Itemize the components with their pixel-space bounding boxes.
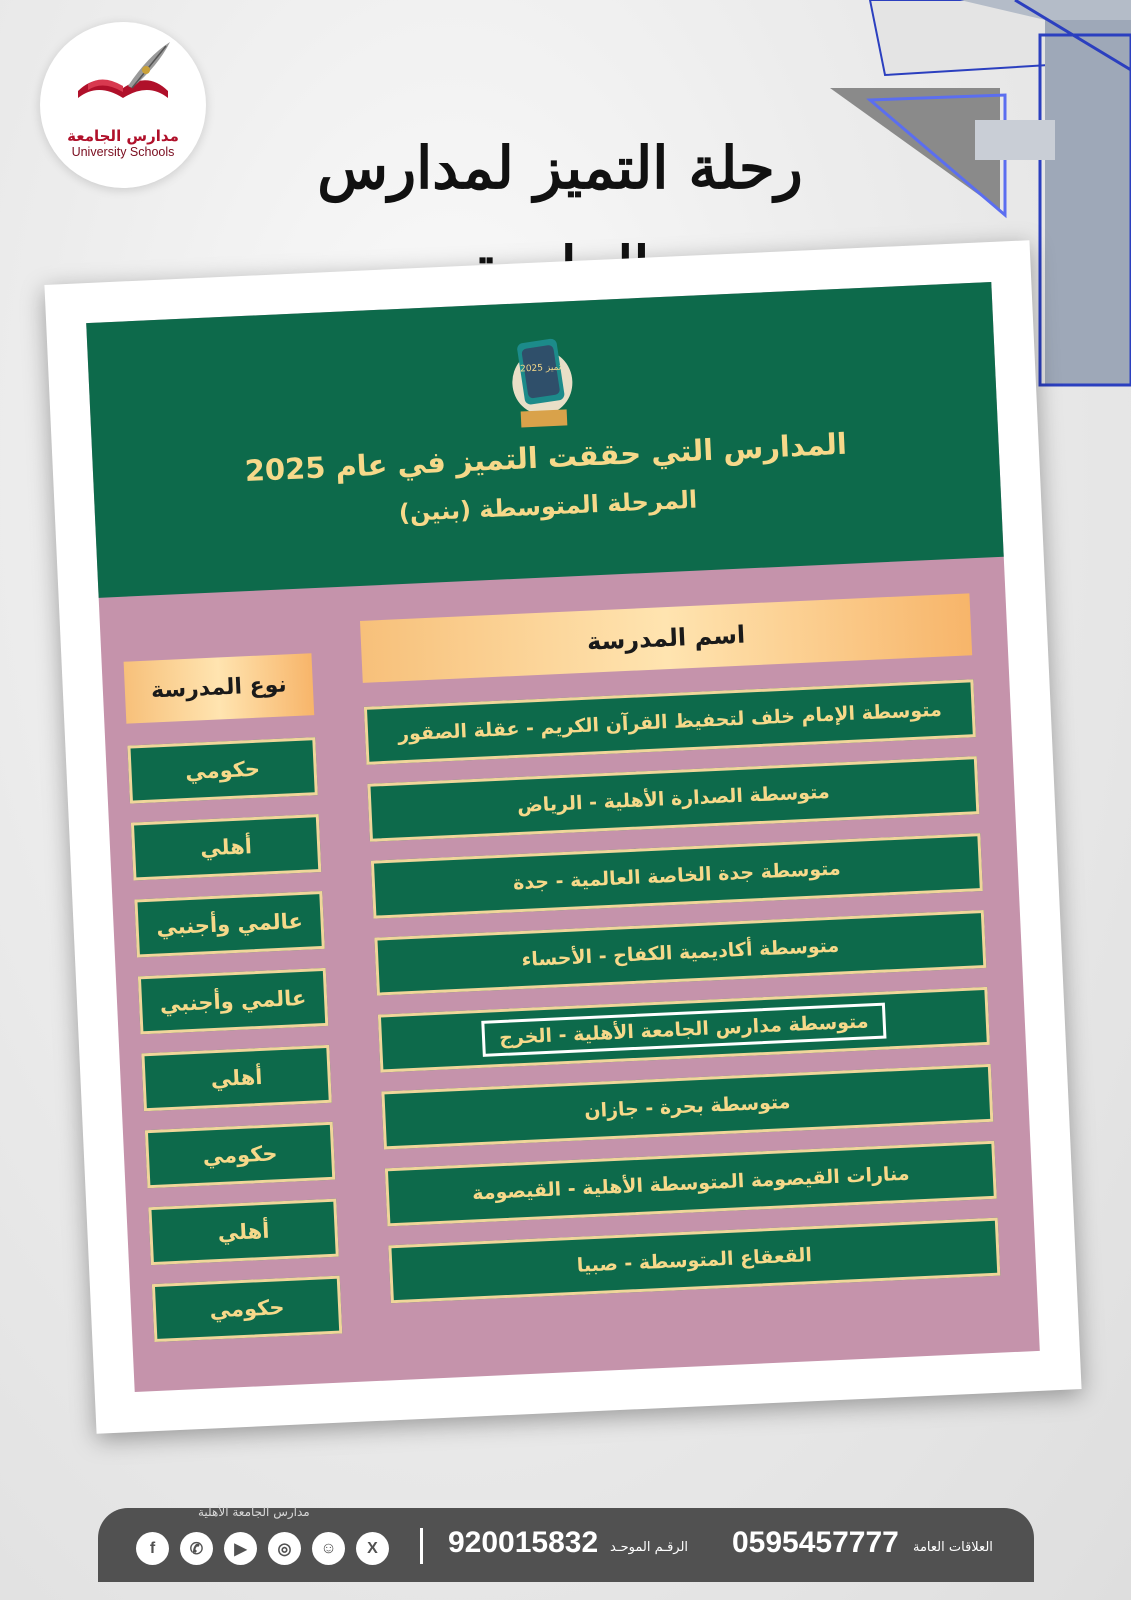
public-relations-label: العلاقات العامة xyxy=(913,1540,993,1555)
excellence-poster xyxy=(86,282,1040,1392)
school-name-cell: متوسطة الإمام خلف لتحفيظ القرآن الكريم - عقلة الصقور xyxy=(364,679,976,765)
footer-brand: مدارس الجامعة الأهلية xyxy=(198,1505,310,1519)
instagram-icon[interactable]: ◎ xyxy=(268,1532,301,1565)
school-name-cell: متوسطة أكاديمية الكفاح - الأحساء xyxy=(374,910,986,996)
logo-english-name: University Schools xyxy=(71,145,175,159)
school-type-cell: حكومي xyxy=(152,1276,342,1342)
youtube-icon[interactable]: ▶ xyxy=(224,1532,257,1565)
school-logo xyxy=(40,22,206,188)
unified-number[interactable]: 920015832 xyxy=(448,1526,599,1559)
school-type-cell: حكومي xyxy=(145,1122,335,1188)
school-type-cell: حكومي xyxy=(127,737,317,803)
column-header-school-name: اسم المدرسة xyxy=(360,593,972,683)
school-name-cell-highlighted xyxy=(378,987,990,1073)
school-name-cell: متوسطة بحرة - جازان xyxy=(381,1064,993,1150)
school-name-cell: منارات القيصومة المتوسطة الأهلية - القيصومة xyxy=(385,1141,997,1227)
poster-heading: المدارس التي حققت التميز في عام 2025 xyxy=(244,426,848,489)
trophy-icon xyxy=(505,331,579,434)
school-name-cell: متوسطة جدة الخاصة العالمية - جدة xyxy=(371,833,983,919)
school-type-cell: عالمي وأجنبي xyxy=(134,891,324,957)
footer-bar xyxy=(98,1505,1034,1582)
trophy-label: تميز 2025 xyxy=(519,362,562,375)
public-relations-number[interactable]: 0595457777 xyxy=(732,1526,899,1559)
unified-number-label: الرقـم الموحـد xyxy=(610,1540,689,1555)
school-name-cell: متوسطة الصدارة الأهلية - الرياض xyxy=(367,756,979,842)
column-header-school-type: نوع المدرسة xyxy=(124,653,315,723)
photo-card xyxy=(44,240,1081,1434)
school-type-cell: عالمي وأجنبي xyxy=(138,968,328,1034)
page-title: رحلة التميز لمدارس xyxy=(317,134,803,202)
highlight-box: متوسطة مدارس الجامعة الأهلية - الخرج xyxy=(481,1003,886,1057)
logo-arabic-name: مدارس الجامعة xyxy=(67,127,179,145)
book-quill-icon xyxy=(68,36,178,116)
snapchat-icon[interactable]: ☺ xyxy=(312,1532,345,1565)
school-type-cell: أهلي xyxy=(131,814,321,880)
school-type-cell: أهلي xyxy=(148,1199,338,1265)
footer-divider xyxy=(420,1528,423,1564)
school-name-cell: القعقاع المتوسطة - صبيا xyxy=(388,1218,1000,1304)
school-type-cell: أهلي xyxy=(141,1045,331,1111)
facebook-icon[interactable]: f xyxy=(136,1532,169,1565)
whatsapp-icon[interactable]: ✆ xyxy=(180,1532,213,1565)
poster-subheading: المرحلة المتوسطة (بنين) xyxy=(398,485,698,528)
poster-header xyxy=(86,282,1004,598)
x-icon[interactable]: X xyxy=(356,1532,389,1565)
